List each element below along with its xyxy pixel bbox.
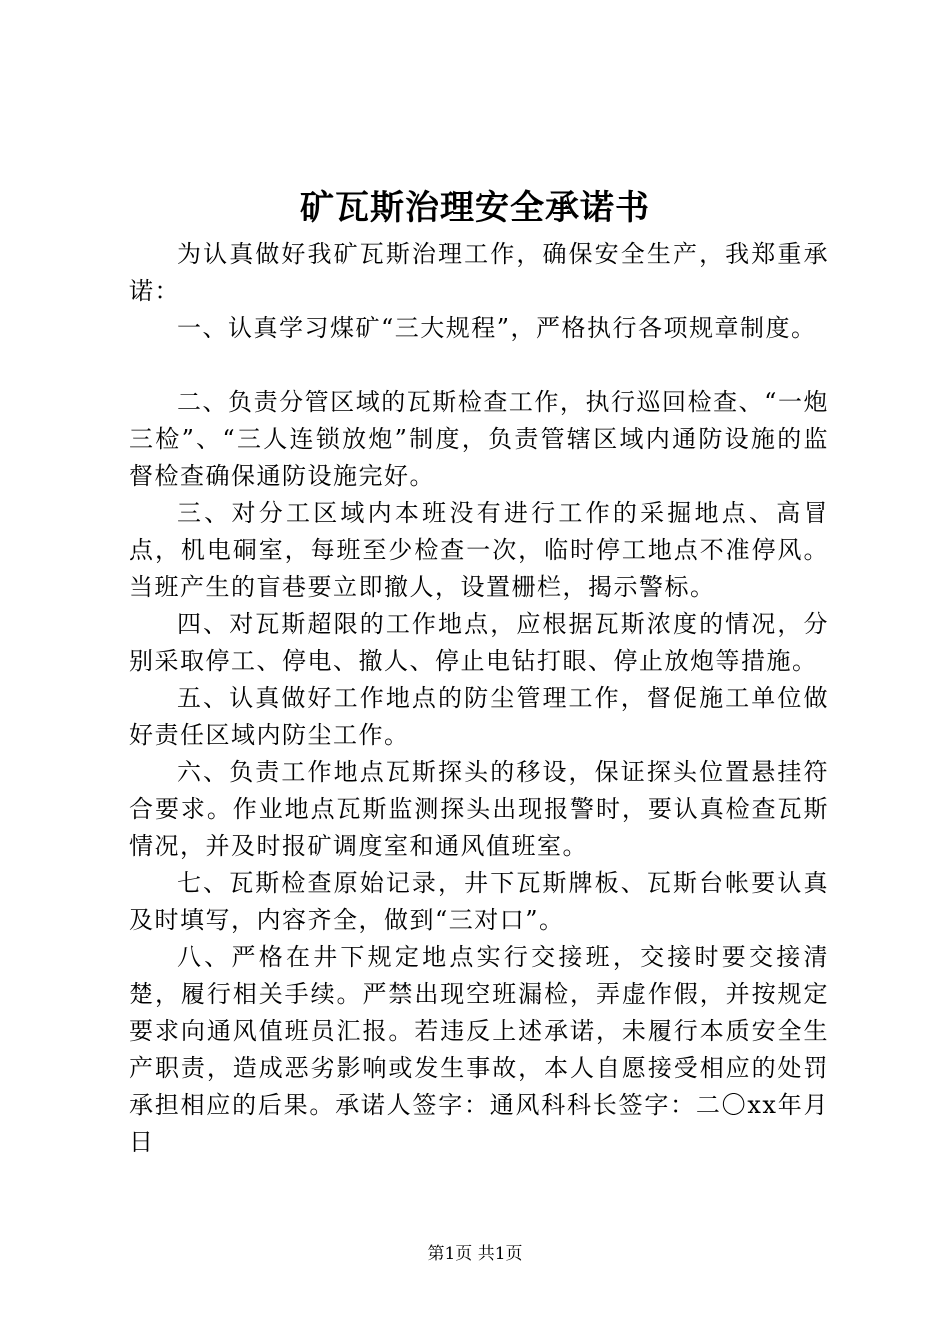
page-title: 矿瓦斯治理安全承诺书 — [300, 188, 650, 228]
commitment-item-3: 三、对分工区域内本班没有进行工作的采掘地点、高冒点，机电硐室，每班至少检查一次，临时停工地点不准停风。当班产生的盲巷要立即撤人，设置栅栏，揭示警标。 — [129, 499, 829, 601]
intro-paragraph: 为认真做好我矿瓦斯治理工作，确保安全生产，我郑重承诺： — [129, 240, 829, 305]
commitment-item-8-with-signature: 八、严格在井下规定地点实行交接班，交接时要交接清楚，履行相关手续。严禁出现空班漏检，弄虚作假，并按规定要求向通风值班员汇报。若违反上述承诺，未履行本质安全生产职责，造成恶劣影响或发生事故，本人自愿接受相应的处罚承担相应的后果。承诺人签字：通风科科长签字：二〇xx年月日 — [129, 943, 829, 1156]
commitment-item-4: 四、对瓦斯超限的工作地点，应根据瓦斯浓度的情况，分别采取停工、停电、撤人、停止电钻打眼、停止放炮等措施。 — [129, 610, 829, 675]
commitment-item-2: 二、负责分管区域的瓦斯检查工作，执行巡回检查、“一炮三检”、“三人连锁放炮”制度，负责管辖区域内通防设施的监督检查确保通防设施完好。 — [129, 388, 829, 490]
commitment-item-7: 七、瓦斯检查原始记录，井下瓦斯牌板、瓦斯台帐要认真及时填写，内容齐全，做到“三对口”。 — [129, 869, 829, 934]
commitment-item-5: 五、认真做好工作地点的防尘管理工作，督促施工单位做好责任区域内防尘工作。 — [129, 684, 829, 749]
commitment-item-1: 一、认真学习煤矿“三大规程”，严格执行各项规章制度。 — [177, 314, 817, 342]
commitment-item-6: 六、负责工作地点瓦斯探头的移设，保证探头位置悬挂符合要求。作业地点瓦斯监测探头出现报警时，要认真检查瓦斯情况，并及时报矿调度室和通风值班室。 — [129, 758, 829, 860]
page-number-footer: 第1页 共1页 — [427, 1244, 523, 1264]
document-body — [129, 236, 829, 1161]
